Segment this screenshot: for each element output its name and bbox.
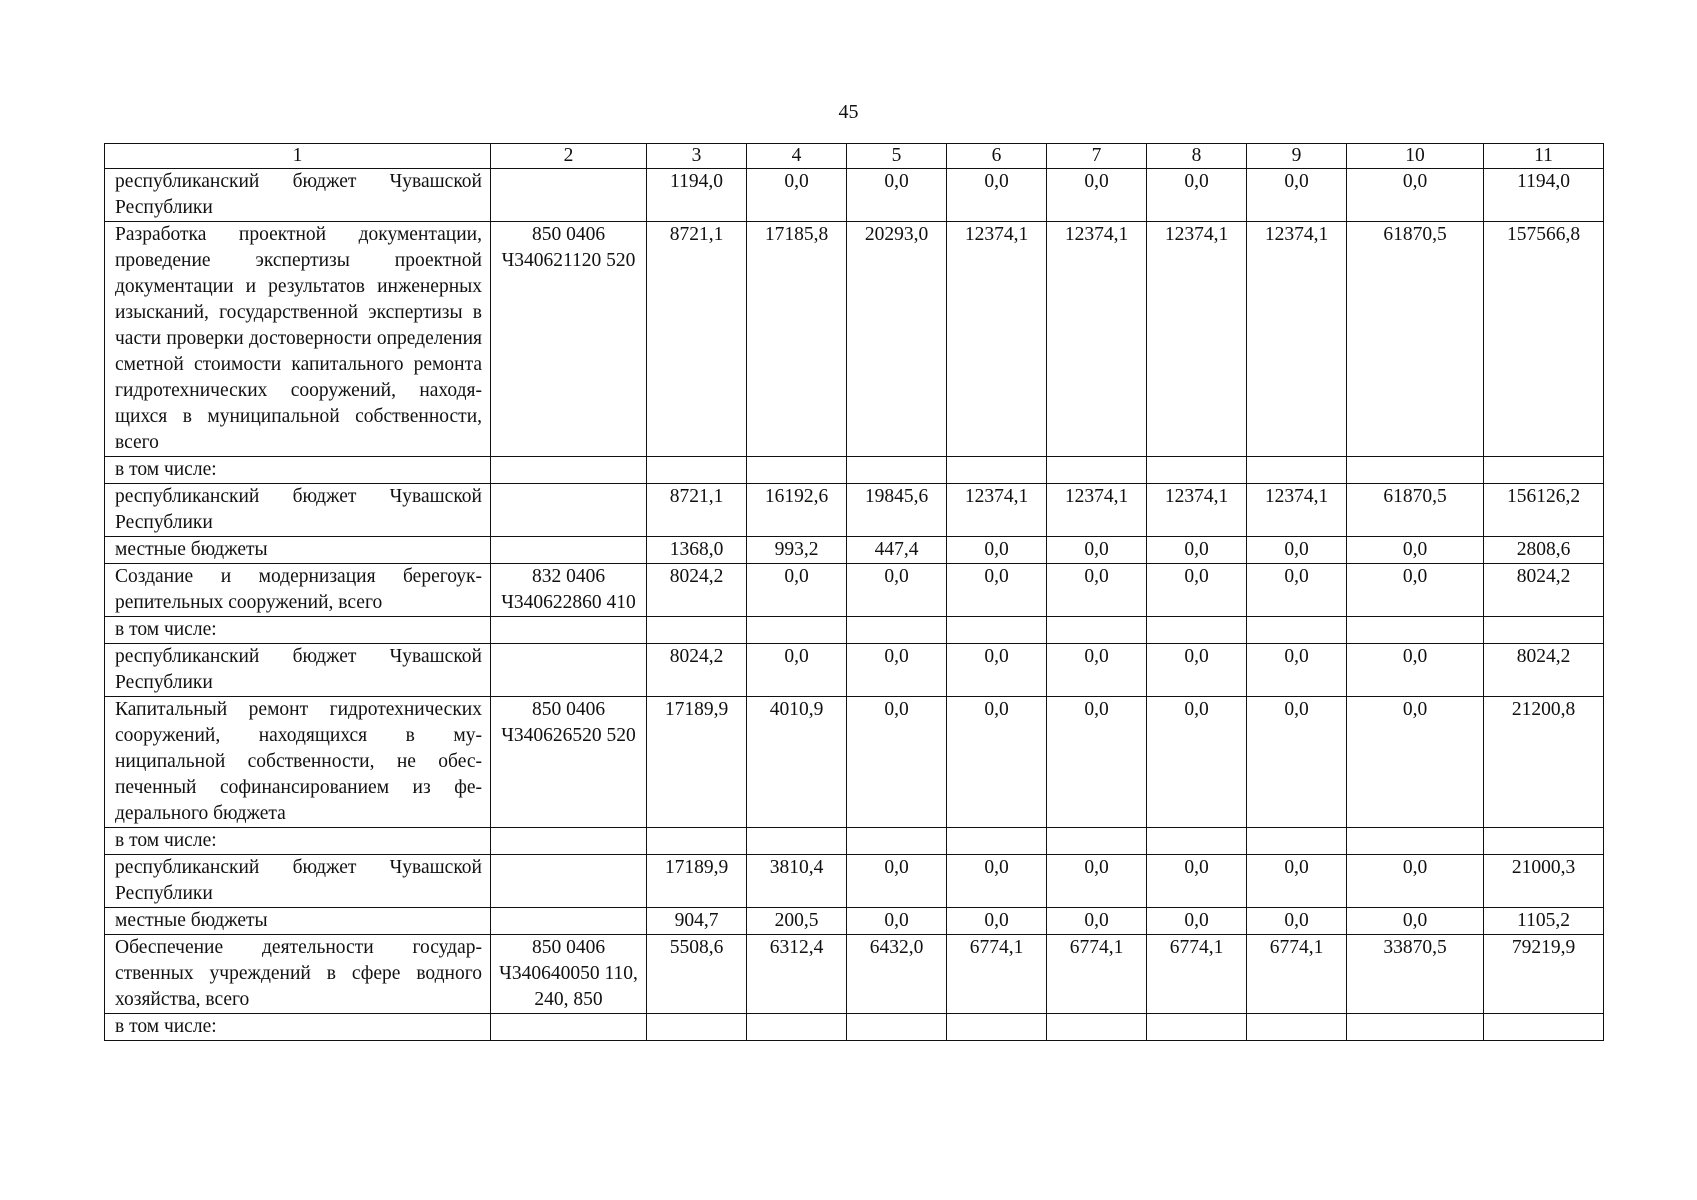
value-cell — [1147, 617, 1247, 644]
value-cell — [847, 617, 947, 644]
value-cell: 0,0 — [1347, 697, 1484, 828]
value-cell: 0,0 — [947, 697, 1047, 828]
value-cell: 0,0 — [947, 169, 1047, 222]
header-cell: 7 — [1047, 144, 1147, 169]
value-cell — [1247, 617, 1347, 644]
value-cell — [1347, 457, 1484, 484]
value-cell — [1247, 457, 1347, 484]
value-cell: 0,0 — [1047, 908, 1147, 935]
budget-code — [491, 617, 647, 644]
value-cell: 0,0 — [1247, 644, 1347, 697]
value-cell: 993,2 — [747, 537, 847, 564]
value-cell: 0,0 — [1147, 169, 1247, 222]
row-label: местные бюджеты — [105, 908, 491, 935]
value-cell: 0,0 — [947, 564, 1047, 617]
value-cell: 0,0 — [1347, 908, 1484, 935]
value-cell: 0,0 — [947, 908, 1047, 935]
value-cell — [1047, 1014, 1147, 1041]
value-cell: 0,0 — [1347, 564, 1484, 617]
value-cell: 12374,1 — [1047, 222, 1147, 457]
value-cell: 0,0 — [747, 564, 847, 617]
budget-code — [491, 484, 647, 537]
value-cell: 6774,1 — [1147, 935, 1247, 1014]
value-cell: 0,0 — [1047, 855, 1147, 908]
value-cell: 0,0 — [1247, 537, 1347, 564]
value-cell: 12374,1 — [947, 484, 1047, 537]
value-cell: 6774,1 — [1247, 935, 1347, 1014]
value-cell: 447,4 — [847, 537, 947, 564]
value-cell: 156126,2 — [1484, 484, 1604, 537]
value-cell — [1147, 1014, 1247, 1041]
value-cell: 6432,0 — [847, 935, 947, 1014]
value-cell — [1484, 1014, 1604, 1041]
value-cell — [1347, 617, 1484, 644]
table-row — [105, 644, 1604, 697]
value-cell: 0,0 — [947, 537, 1047, 564]
value-cell — [1484, 457, 1604, 484]
row-label: республиканский бюджет Чувашской Республики — [105, 169, 491, 222]
value-cell: 17189,9 — [647, 697, 747, 828]
table-row — [105, 935, 1604, 1014]
value-cell: 904,7 — [647, 908, 747, 935]
header-cell: 5 — [847, 144, 947, 169]
value-cell — [1347, 1014, 1484, 1041]
value-cell: 0,0 — [1047, 644, 1147, 697]
value-cell: 0,0 — [847, 564, 947, 617]
value-cell — [747, 457, 847, 484]
table-row — [105, 617, 1604, 644]
value-cell — [1047, 617, 1147, 644]
budget-code — [491, 855, 647, 908]
value-cell: 6774,1 — [1047, 935, 1147, 1014]
budget-code: 850 0406 Ч340621120 520 — [491, 222, 647, 457]
value-cell: 8024,2 — [1484, 644, 1604, 697]
value-cell: 12374,1 — [1147, 484, 1247, 537]
value-cell: 8721,1 — [647, 484, 747, 537]
value-cell: 12374,1 — [1047, 484, 1147, 537]
header-cell: 2 — [491, 144, 647, 169]
value-cell: 0,0 — [1247, 169, 1347, 222]
value-cell: 17189,9 — [647, 855, 747, 908]
value-cell: 157566,8 — [1484, 222, 1604, 457]
table-row — [105, 537, 1604, 564]
table-row — [105, 564, 1604, 617]
value-cell: 0,0 — [847, 855, 947, 908]
table-row — [105, 169, 1604, 222]
value-cell — [747, 828, 847, 855]
row-label: местные бюджеты — [105, 537, 491, 564]
value-cell: 1368,0 — [647, 537, 747, 564]
value-cell: 8721,1 — [647, 222, 747, 457]
value-cell: 8024,2 — [647, 564, 747, 617]
header-cell: 9 — [1247, 144, 1347, 169]
value-cell: 16192,6 — [747, 484, 847, 537]
value-cell: 19845,6 — [847, 484, 947, 537]
value-cell: 0,0 — [1147, 644, 1247, 697]
value-cell: 0,0 — [947, 855, 1047, 908]
value-cell: 0,0 — [747, 644, 847, 697]
value-cell: 0,0 — [1347, 644, 1484, 697]
table-row — [105, 697, 1604, 828]
budget-code: 850 0406 Ч340626520 520 — [491, 697, 647, 828]
value-cell: 1194,0 — [1484, 169, 1604, 222]
value-cell: 6774,1 — [947, 935, 1047, 1014]
value-cell — [647, 457, 747, 484]
value-cell — [1047, 828, 1147, 855]
row-label: в том числе: — [105, 457, 491, 484]
value-cell: 0,0 — [1247, 564, 1347, 617]
value-cell: 1194,0 — [647, 169, 747, 222]
value-cell: 0,0 — [1147, 908, 1247, 935]
value-cell: 0,0 — [1047, 697, 1147, 828]
budget-code — [491, 169, 647, 222]
row-label: Обеспечение деятельности государственных учреждений в сфере водного хозяйства, всего — [105, 935, 491, 1014]
value-cell: 12374,1 — [1247, 222, 1347, 457]
value-cell — [847, 1014, 947, 1041]
table-row — [105, 457, 1604, 484]
value-cell — [1347, 828, 1484, 855]
budget-code: 832 0406 Ч340622860 410 — [491, 564, 647, 617]
header-cell: 6 — [947, 144, 1047, 169]
value-cell: 0,0 — [1147, 564, 1247, 617]
value-cell: 4010,9 — [747, 697, 847, 828]
value-cell: 61870,5 — [1347, 222, 1484, 457]
header-cell: 10 — [1347, 144, 1484, 169]
value-cell: 8024,2 — [1484, 564, 1604, 617]
table-row — [105, 855, 1604, 908]
value-cell — [1484, 828, 1604, 855]
value-cell: 0,0 — [1347, 537, 1484, 564]
value-cell: 3810,4 — [747, 855, 847, 908]
table-row — [105, 1014, 1604, 1041]
table-body — [105, 144, 1604, 1041]
value-cell: 8024,2 — [647, 644, 747, 697]
value-cell — [947, 828, 1047, 855]
value-cell — [1147, 828, 1247, 855]
value-cell: 0,0 — [1347, 169, 1484, 222]
value-cell: 6312,4 — [747, 935, 847, 1014]
value-cell: 2808,6 — [1484, 537, 1604, 564]
table-header-row — [105, 144, 1604, 169]
header-cell: 8 — [1147, 144, 1247, 169]
value-cell: 21200,8 — [1484, 697, 1604, 828]
row-label: республиканский бюджет Чувашской Республики — [105, 484, 491, 537]
row-label: Разработка проектной документации, проведение экспертизы проектной документации и результатов инженерных изысканий, государственной экспертизы в части проверки достоверности определения сметной стоимости капитального ремонта гидротехнических сооружений, находящихся в муниципальной собственности, всего — [105, 222, 491, 457]
header-cell: 4 — [747, 144, 847, 169]
value-cell — [947, 1014, 1047, 1041]
budget-code: 850 0406 Ч340640050 110, 240, 850 — [491, 935, 647, 1014]
value-cell: 79219,9 — [1484, 935, 1604, 1014]
value-cell — [1247, 828, 1347, 855]
value-cell: 0,0 — [1147, 855, 1247, 908]
value-cell: 61870,5 — [1347, 484, 1484, 537]
header-cell: 11 — [1484, 144, 1604, 169]
row-label: в том числе: — [105, 1014, 491, 1041]
table-row — [105, 222, 1604, 457]
value-cell: 0,0 — [1247, 908, 1347, 935]
table-row — [105, 484, 1604, 537]
value-cell — [1047, 457, 1147, 484]
value-cell: 0,0 — [847, 908, 947, 935]
value-cell — [847, 457, 947, 484]
value-cell: 33870,5 — [1347, 935, 1484, 1014]
value-cell: 0,0 — [747, 169, 847, 222]
value-cell: 200,5 — [747, 908, 847, 935]
table-row — [105, 828, 1604, 855]
value-cell: 0,0 — [1347, 855, 1484, 908]
value-cell — [747, 1014, 847, 1041]
value-cell: 0,0 — [1247, 697, 1347, 828]
budget-code — [491, 644, 647, 697]
value-cell: 0,0 — [1047, 537, 1147, 564]
value-cell: 12374,1 — [1147, 222, 1247, 457]
value-cell — [647, 828, 747, 855]
value-cell — [1484, 617, 1604, 644]
value-cell: 0,0 — [1047, 169, 1147, 222]
value-cell: 0,0 — [847, 169, 947, 222]
row-label: в том числе: — [105, 828, 491, 855]
value-cell — [847, 828, 947, 855]
budget-code — [491, 457, 647, 484]
value-cell — [947, 617, 1047, 644]
value-cell — [1247, 1014, 1347, 1041]
value-cell: 5508,6 — [647, 935, 747, 1014]
row-label: Создание и модернизация берегоукрепительных сооружений, всего — [105, 564, 491, 617]
value-cell: 0,0 — [1247, 855, 1347, 908]
budget-code — [491, 1014, 647, 1041]
value-cell: 12374,1 — [947, 222, 1047, 457]
value-cell — [647, 1014, 747, 1041]
value-cell: 12374,1 — [1247, 484, 1347, 537]
value-cell: 0,0 — [1047, 564, 1147, 617]
value-cell: 0,0 — [1147, 537, 1247, 564]
value-cell: 0,0 — [947, 644, 1047, 697]
row-label: в том числе: — [105, 617, 491, 644]
table-row — [105, 908, 1604, 935]
budget-code — [491, 828, 647, 855]
value-cell: 17185,8 — [747, 222, 847, 457]
row-label: республиканский бюджет Чувашской Республики — [105, 855, 491, 908]
row-label: Капитальный ремонт гидротехнических сооружений, находящихся в муниципальной собственности, не обеспеченный софинансированием из федерального бюджета — [105, 697, 491, 828]
value-cell — [947, 457, 1047, 484]
budget-code — [491, 908, 647, 935]
value-cell: 1105,2 — [1484, 908, 1604, 935]
value-cell — [1147, 457, 1247, 484]
value-cell: 0,0 — [1147, 697, 1247, 828]
header-cell: 3 — [647, 144, 747, 169]
row-label: республиканский бюджет Чувашской Республики — [105, 644, 491, 697]
value-cell: 20293,0 — [847, 222, 947, 457]
budget-table — [104, 143, 1604, 1041]
value-cell — [647, 617, 747, 644]
value-cell — [747, 617, 847, 644]
value-cell: 0,0 — [847, 644, 947, 697]
value-cell: 21000,3 — [1484, 855, 1604, 908]
budget-code — [491, 537, 647, 564]
value-cell: 0,0 — [847, 697, 947, 828]
page-number: 45 — [838, 101, 859, 123]
header-cell: 1 — [105, 144, 491, 169]
